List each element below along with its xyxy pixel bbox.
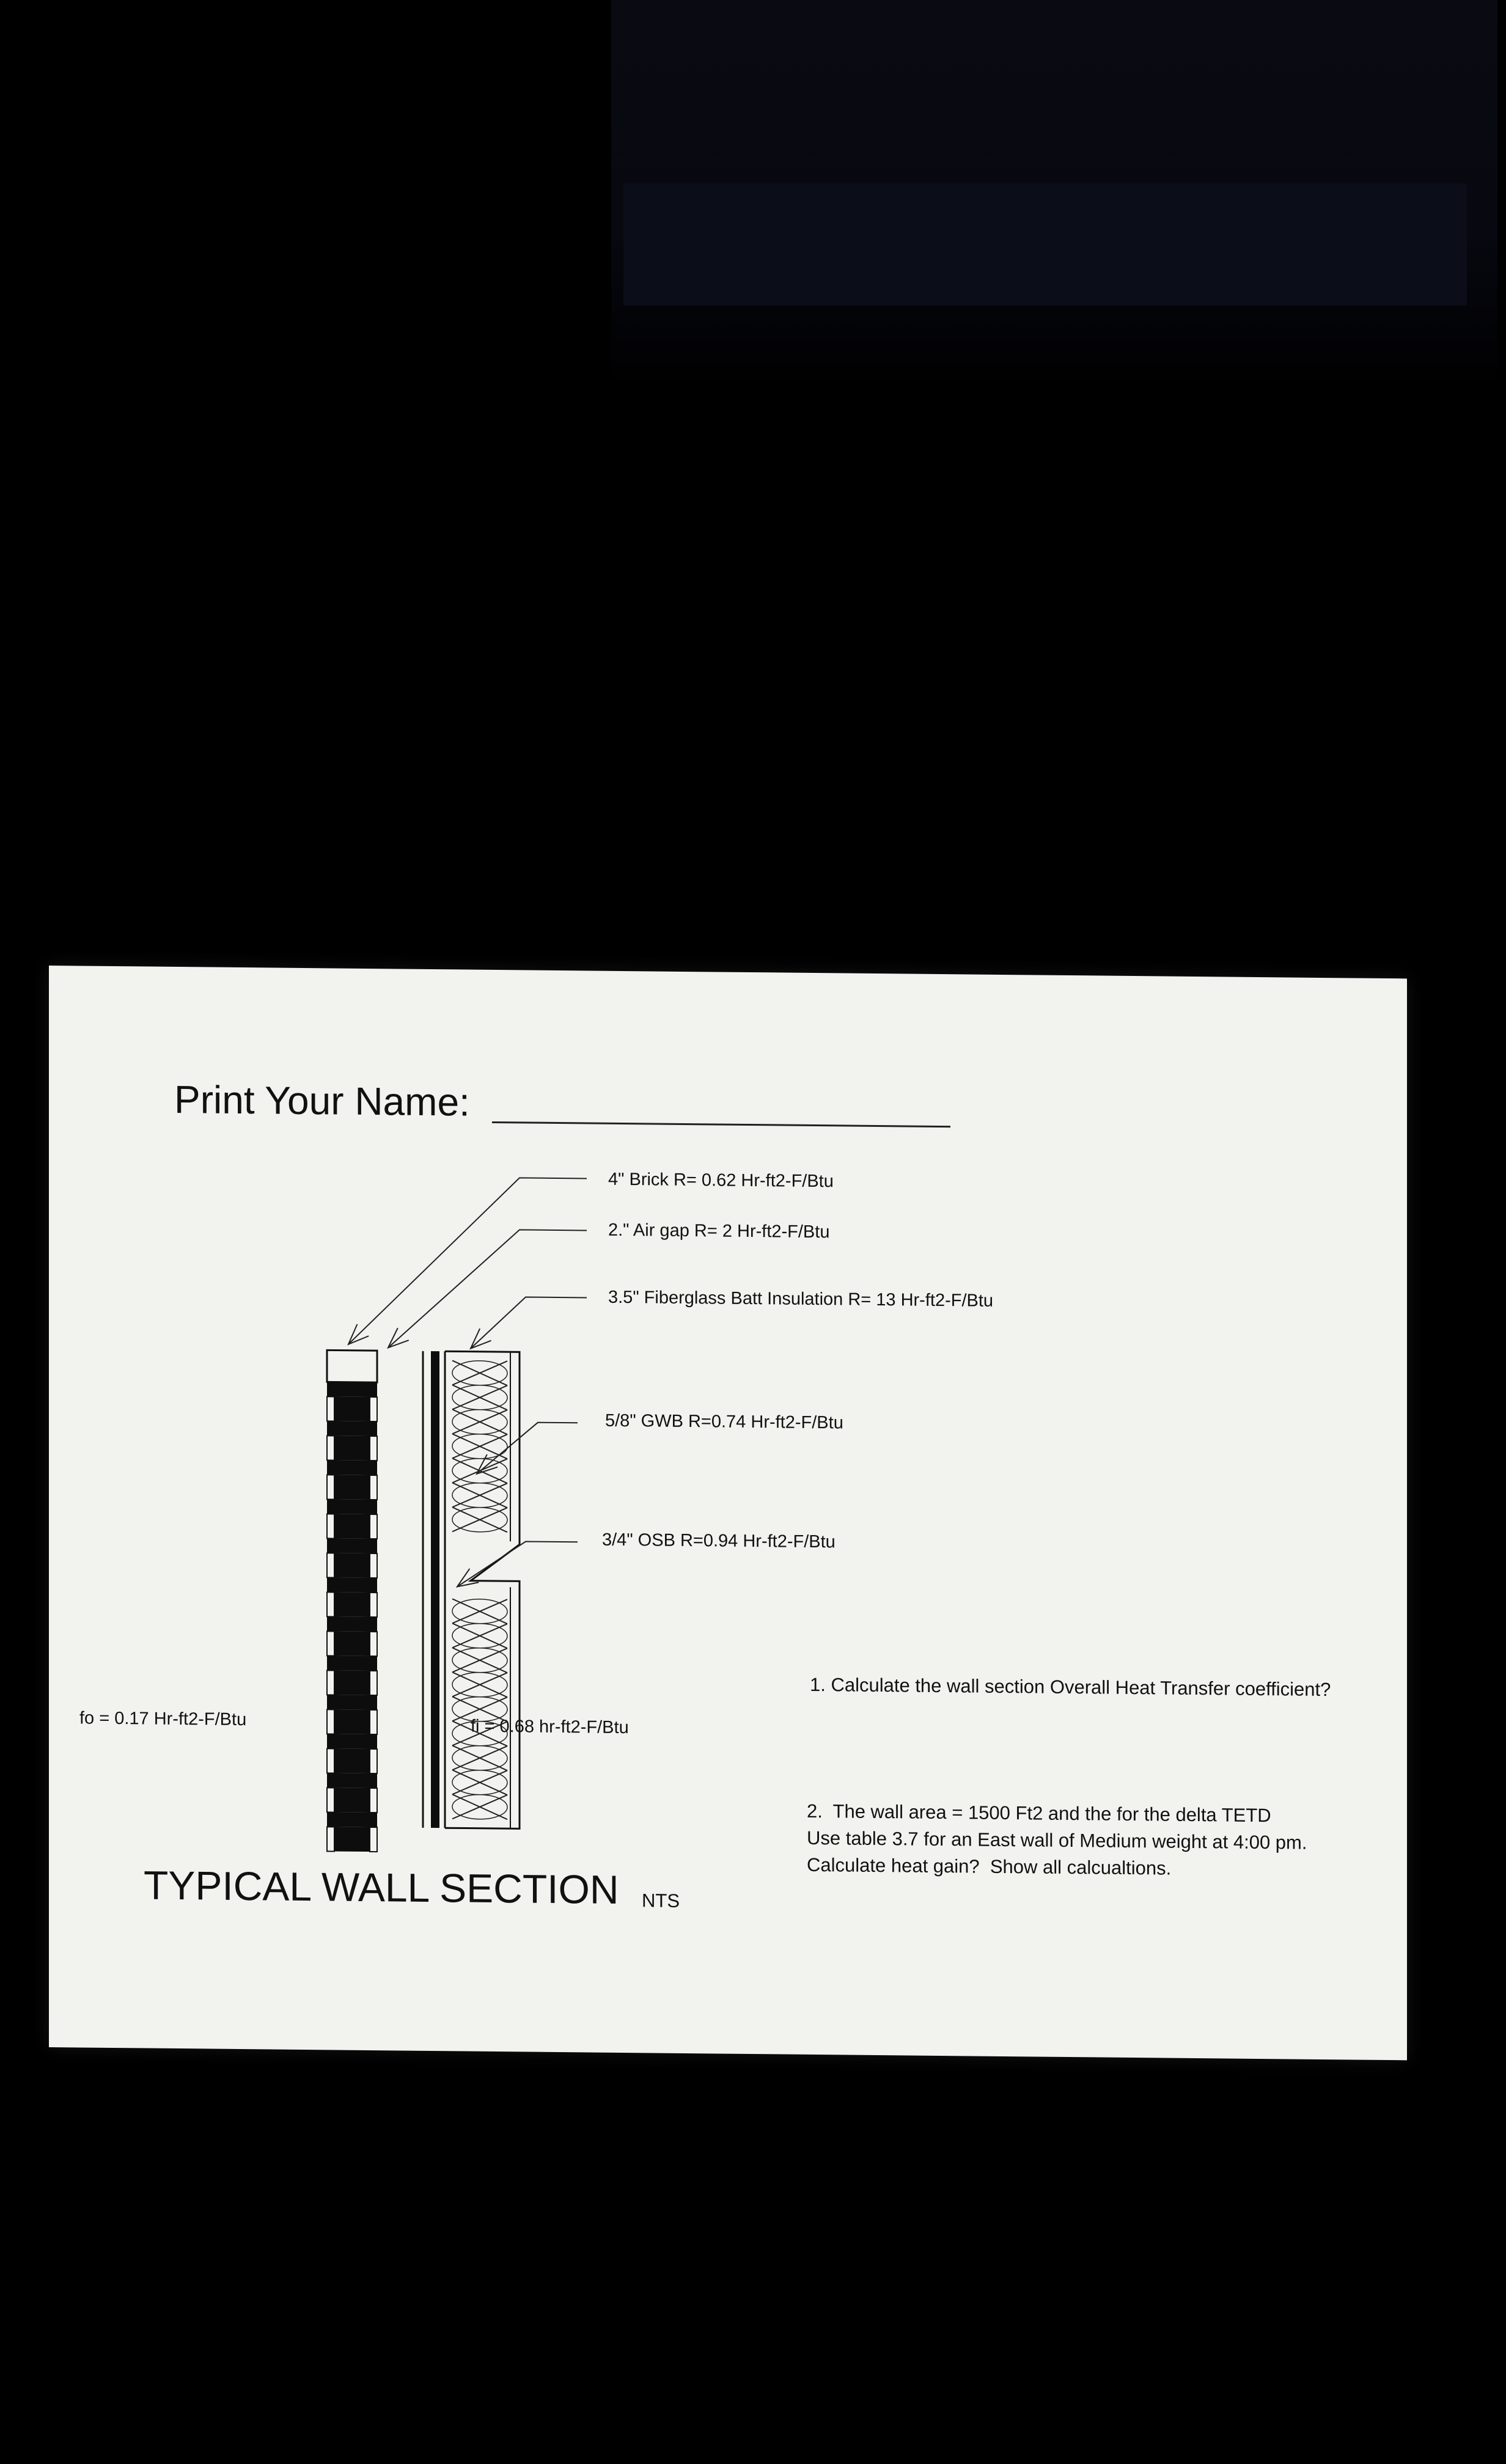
- brick-course: [327, 1350, 377, 1852]
- brick-face-right: [370, 1632, 377, 1656]
- brick-mortar-band: [327, 1656, 377, 1671]
- worksheet-paper: [49, 966, 1407, 2060]
- brick-face-right: [370, 1436, 377, 1461]
- brick-core: [334, 1827, 370, 1852]
- brick-core: [334, 1514, 370, 1539]
- brick-face-left: [327, 1748, 334, 1773]
- air-gap-leader: [388, 1228, 587, 1349]
- brick-face-right: [370, 1397, 377, 1421]
- brick-face-left: [327, 1788, 334, 1812]
- brick-face-left: [327, 1709, 334, 1734]
- brick-face-left: [327, 1396, 334, 1421]
- brick-mortar-band: [327, 1773, 377, 1788]
- brick-core: [334, 1592, 370, 1617]
- brick-face-right: [370, 1827, 377, 1852]
- brick-core: [334, 1436, 370, 1461]
- question-1: 1. Calculate the wall section Overall Heat Transfer coefficient?: [810, 1673, 1331, 1701]
- brick-core: [334, 1475, 370, 1500]
- scale-note: NTS: [642, 1890, 680, 1912]
- question-2: 2. The wall area = 1500 Ft2 and the for the delta TETD Use table 3.7 for an East wall of Medium weight at 4:00 pm. Calculate heat gain? Show all calcualtions.: [807, 1800, 1307, 1879]
- brick-face-right: [370, 1553, 377, 1578]
- brick-core: [334, 1553, 370, 1578]
- brick-face-left: [327, 1592, 334, 1616]
- brick-face-left: [327, 1631, 334, 1656]
- brick-mortar-band: [327, 1577, 377, 1593]
- brick-core: [334, 1709, 370, 1734]
- brick-face-right: [370, 1475, 377, 1500]
- brick-face-left: [327, 1475, 334, 1499]
- brick-mortar-band: [327, 1812, 377, 1827]
- air-gap-lines: [423, 1351, 445, 1828]
- brick-core: [334, 1670, 370, 1695]
- brick-face-right: [370, 1593, 377, 1617]
- brick-face-left: [327, 1514, 334, 1538]
- brick-mortar-band: [327, 1499, 377, 1514]
- brick-face-left: [327, 1436, 334, 1460]
- brick-face-left: [327, 1553, 334, 1577]
- gwb-label: 5/8" GWB R=0.74 Hr-ft2-F/Btu: [605, 1410, 843, 1433]
- brick-core: [334, 1396, 370, 1421]
- brick-mortar-band: [327, 1734, 377, 1749]
- fi-label: fi = 0.68 hr-ft2-F/Btu: [471, 1716, 629, 1738]
- air-gap-label: 2." Air gap R= 2 Hr-ft2-F/Btu: [608, 1220, 830, 1242]
- insulation-hatch: [452, 1360, 507, 1819]
- brick-face-left: [327, 1827, 334, 1851]
- brick-face-right: [370, 1788, 377, 1813]
- brick-mortar-band: [327, 1382, 377, 1397]
- print-name-label: Print Your Name:: [174, 1077, 470, 1124]
- brick-leader: [348, 1176, 587, 1347]
- brick-face-right: [370, 1749, 377, 1773]
- brick-label: 4" Brick R= 0.62 Hr-ft2-F/Btu: [608, 1169, 834, 1192]
- leader-lines: [348, 1176, 587, 1588]
- brick-top-block: [327, 1350, 377, 1382]
- fo-label: fo = 0.17 Hr-ft2-F/Btu: [79, 1708, 247, 1730]
- wall-section-drawing: [49, 966, 1407, 2060]
- brick-mortar-band: [327, 1616, 377, 1632]
- dark-object-band: [623, 183, 1467, 306]
- brick-face-right: [370, 1671, 377, 1695]
- dark-object-background: [611, 0, 1497, 391]
- brick-core: [334, 1788, 370, 1813]
- brick-mortar-band: [327, 1460, 377, 1475]
- brick-core: [334, 1748, 370, 1773]
- gwb-leader: [477, 1422, 578, 1475]
- fiberglass-label: 3.5" Fiberglass Batt Insulation R= 13 Hr-ft2-F/Btu: [608, 1287, 994, 1311]
- osb-label: 3/4" OSB R=0.94 Hr-ft2-F/Btu: [602, 1530, 836, 1552]
- osb-sheathing-bar: [431, 1351, 439, 1828]
- brick-face-right: [370, 1710, 377, 1734]
- brick-mortar-band: [327, 1538, 377, 1553]
- brick-face-right: [370, 1514, 377, 1539]
- brick-core: [334, 1631, 370, 1656]
- drawing-title: TYPICAL WALL SECTION: [144, 1862, 619, 1912]
- brick-face-left: [327, 1670, 334, 1695]
- brick-mortar-band: [327, 1695, 377, 1710]
- brick-mortar-band: [327, 1421, 377, 1436]
